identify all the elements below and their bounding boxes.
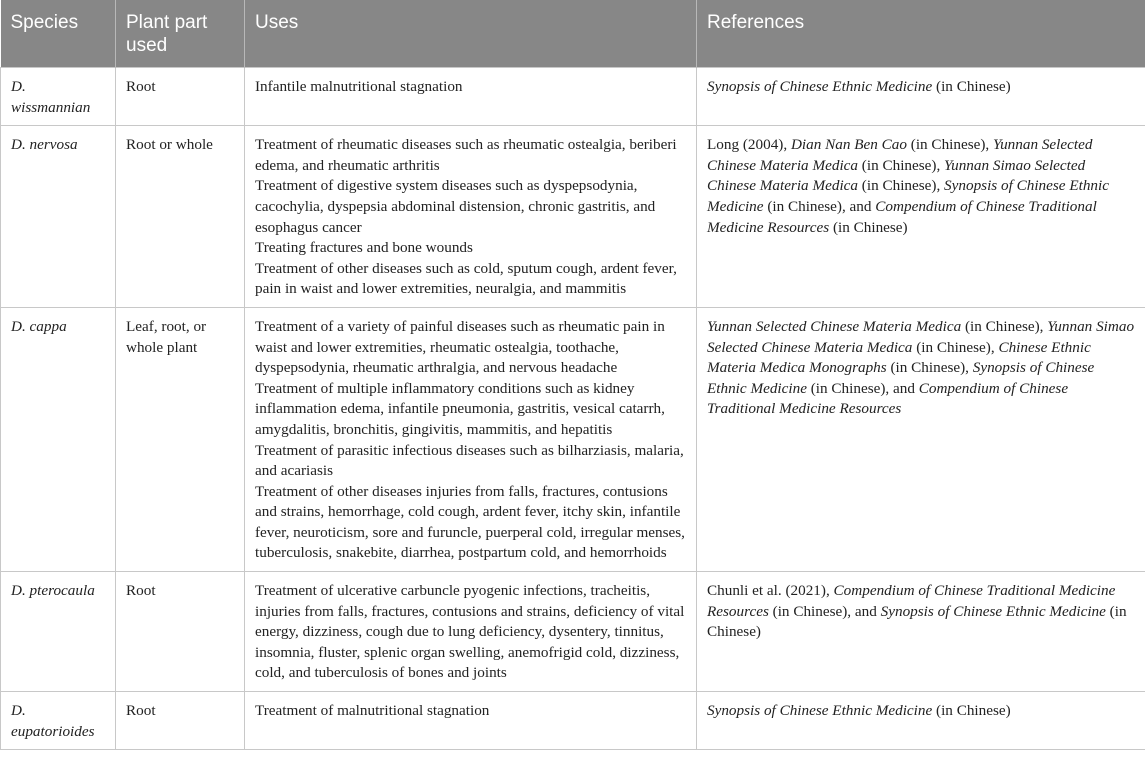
species-name: D. wissmannian [11, 78, 91, 116]
plant-part-cell: Root [116, 572, 245, 692]
reference-title: Compendium of Chinese Traditional Medicine Resources [707, 197, 1097, 236]
plant-part-cell: Root [116, 692, 245, 750]
reference-text: (in Chinese), [961, 317, 1048, 335]
species-cell [1, 126, 116, 308]
species-cell [1, 68, 116, 126]
species-name: D. cappa [11, 317, 67, 335]
plant-part-cell: Root [116, 68, 245, 126]
references-cell [697, 572, 1145, 692]
use-item: Treatment of other diseases such as cold, sputum cough, ardent fever, pain in waist and lower extremities, neuralgia, and mammitis [255, 259, 677, 298]
reference-title: Yunnan Simao Selected Chinese Materia Medica [707, 317, 1135, 356]
table-row [1, 126, 1145, 308]
use-item: Treating fractures and bone wounds [255, 239, 473, 257]
use-item: Treatment of a variety of painful diseases such as rheumatic pain in waist and lower extremities, rheumatic ostealgia, toothache, dyspepsodynia, rheumatic arthralgia, and nervous headache [255, 317, 665, 377]
header-uses: Uses [245, 0, 697, 68]
species-cell [1, 692, 116, 750]
reference-text: (in Chinese) [829, 218, 908, 236]
plant-part-cell: Root or whole [116, 126, 245, 308]
uses-cell [245, 68, 697, 126]
uses-cell [245, 126, 697, 308]
species-name: D. eupatorioides [11, 702, 95, 740]
reference-title: Chinese Ethnic Materia Medica Monographs [707, 338, 1091, 377]
references-cell [697, 68, 1145, 126]
reference-title: Yunnan Selected Chinese Materia Medica [707, 136, 1093, 174]
reference-text: (in Chinese), and [763, 197, 876, 215]
use-item: Treatment of malnutritional stagnation [255, 702, 490, 720]
reference-title: Yunnan Selected Chinese Materia Medica [707, 317, 962, 335]
use-item: Treatment of ulcerative carbuncle pyogenic infections, tracheitis, injuries from falls, fractures, contusions and strains, deficiency of vital energy, dizziness, cough due to lung deficiency, dysentery, tinnitus, insomnia, fluster, splenic organ swelling, anemofrigid cold, dizziness, cold, and tuberculosis of bones and joints [255, 582, 685, 682]
reference-title: Yunnan Simao Selected Chinese Materia Medica [707, 156, 1086, 195]
uses-cell [245, 692, 697, 750]
header-references: References [697, 0, 1145, 68]
use-item: Treatment of multiple inflammatory conditions such as kidney inflammation edema, infantile pneumonia, gastritis, vesical catarrh, amygdalitis, bronchitis, gingivitis, mammitis, and hepatitis [255, 379, 665, 438]
use-item: Treatment of other diseases injuries from falls, fractures, contusions and strains, hemorrhage, cold cough, ardent fever, itchy skin, infantile fever, neuroticism, sore and furuncle, puerperal cold, irregular menses, tuberculosis, snakebite, diarrhea, postpartum cold, and hemorrhoids [255, 482, 685, 562]
species-cell [1, 307, 116, 571]
reference-text: (in Chinese) [707, 602, 1127, 641]
references-cell [697, 126, 1145, 308]
reference-text: (in Chinese), [912, 338, 999, 356]
reference-title: Synopsis of Chinese Ethnic Medicine [707, 177, 1109, 215]
reference-text: (in Chinese), [858, 156, 945, 174]
reference-title: Synopsis of Chinese Ethnic Medicine [707, 702, 933, 720]
table-row [1, 68, 1145, 126]
header-row [1, 0, 1145, 68]
plant-part-cell: Leaf, root, or whole plant [116, 307, 245, 571]
reference-title: Compendium of Chinese Traditional Medicine Resources [707, 582, 1116, 620]
uses-cell [245, 307, 697, 571]
reference-text: (in Chinese), [858, 177, 945, 195]
species-name: D. nervosa [11, 136, 78, 154]
references-cell [697, 692, 1145, 750]
reference-text: (in Chinese), [886, 359, 973, 377]
reference-title: Compendium of Chinese Traditional Medicine Resources [707, 379, 1069, 418]
table-row [1, 572, 1145, 692]
references-cell [697, 307, 1145, 571]
table-row [1, 692, 1145, 750]
reference-text: Long (2004), [707, 136, 791, 154]
reference-title: Synopsis of Chinese Ethnic Medicine [707, 78, 933, 95]
reference-text: (in Chinese), and [806, 379, 919, 397]
use-item: Treatment of digestive system diseases such as dyspepsodynia, cacochylia, dyspepsia abdominal distension, chronic gastritis, and esophagus cancer [255, 177, 656, 236]
species-name: D. pterocaula [11, 582, 95, 600]
reference-text: (in Chinese), and [768, 602, 881, 620]
header-plant-part: Plant part used [116, 0, 245, 68]
use-item: Treatment of rheumatic diseases such as rheumatic ostealgia, beriberi edema, and rheumatic arthritis [255, 136, 677, 174]
reference-text: Chunli et al. (2021), [707, 582, 834, 600]
reference-title: Dian Nan Ben Cao [790, 136, 907, 154]
use-item: Treatment of parasitic infectious diseases such as bilharziasis, malaria, and acariasis [255, 441, 684, 480]
reference-text: (in Chinese) [932, 702, 1011, 720]
header-species: Species [1, 0, 116, 68]
use-item: Infantile malnutritional stagnation [255, 78, 463, 95]
uses-cell [245, 572, 697, 692]
reference-title: Synopsis of Chinese Ethnic Medicine [707, 359, 1095, 397]
table-body [1, 68, 1145, 750]
reference-text: (in Chinese) [932, 78, 1011, 95]
reference-title: Synopsis of Chinese Ethnic Medicine [880, 602, 1106, 620]
table-row [1, 307, 1145, 571]
reference-text: (in Chinese), [906, 136, 994, 154]
species-cell [1, 572, 116, 692]
